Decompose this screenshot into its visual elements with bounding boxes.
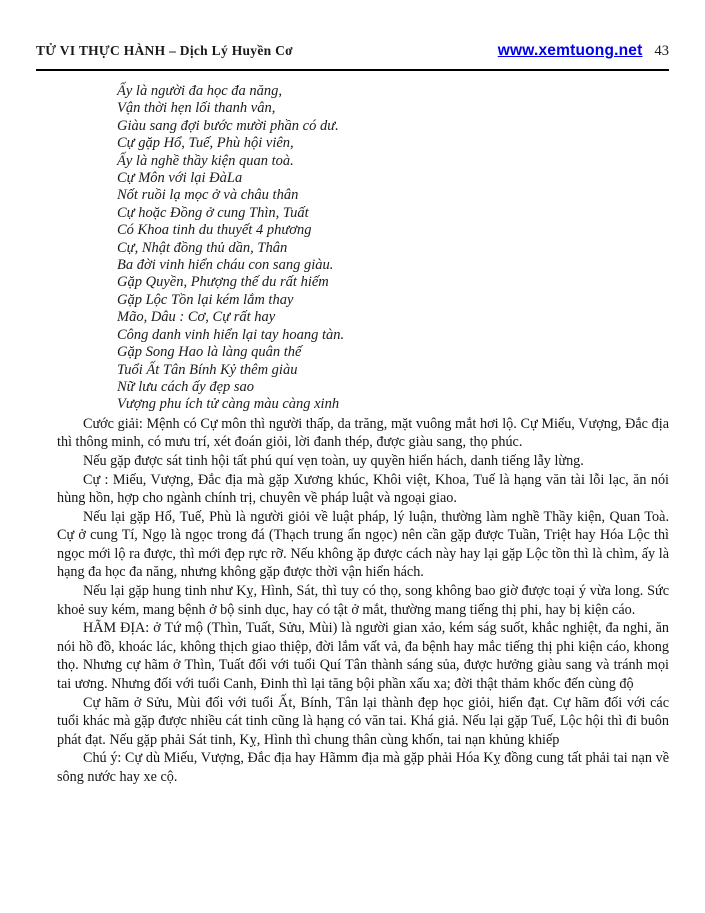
header-right-group [498,42,669,60]
poem-line: Giàu sang đợi bước mười phần có dư. [117,117,339,134]
poem-line: Nữ lưu cách ấy đẹp sao [117,378,255,395]
poem-line: Cự Môn với lại ĐàLa [117,170,243,187]
poem-line: Công danh vinh hiển lại tay hoang tàn. [117,326,345,343]
paragraph: Chú ý: Cự dù Miếu, Vượng, Đắc địa hay Hãmm địa mà gặp phải Hóa Kỵ đồng cung tất phải tai nạn về sông nước hay xe cộ. [57,750,669,785]
poem-line: Ấy là nghề thầy kiện quan toà. [117,152,294,169]
paragraph: Cự : Miếu, Vượng, Đắc địa mà gặp Xương khúc, Khôi việt, Khoa, Tuế là hạng văn tài lỗi lạc, ăn nói hùng hồn, hợp cho ngành chính trị, chuyên về pháp luật và ngoại giao. [57,471,669,507]
poem-line: Cự gặp Hổ, Tuế, Phù hội viên, [117,135,294,152]
header-title: TỬ VI THỰC HÀNH – Dịch Lý Huyền Cơ [36,43,293,58]
paragraph: HÃM ĐỊA: ở Tứ mộ (Thìn, Tuất, Sửu, Mùi) là người gian xảo, kém ság suốt, khắc nghiệt, đa nghi, ăn nói hồ đồ, khoác lác, không thịch giao thiệp, đời lắm vất vả, đa bệnh hay mắc tiếng thị phi kiện cáo, khong thọ. Nhưng cự hãm ở Thìn, Tuất đối với tuổi Quí Tân thành sáng sủa, được hưởng giàu sang và tránh mọi tai ương. Nhưng đối với tuổi Canh, Đinh thì lại tăng bội phần xấu xa; đời thật thảm khốc đến cùng độ [57,620,669,693]
poem-line: Gặp Song Hao là làng quân thế [117,344,302,361]
poem-line: Ấy là người đa học đa năng, [117,83,283,99]
body-text [57,415,669,787]
poem-line: Gặp Lộc Tồn lại kém lắm thay [117,291,294,308]
paragraph: Nếu lại gặp Hổ, Tuế, Phù là người giỏi về luật pháp, lý luận, thường làm nghề Thầy kiện, Quan Toà. Cự ở cung Tí, Ngọ là ngọc trong đá (Thạch trung ẩn ngọc) nên cần gặp được Tuần, Triệt hay Hóa Lộc thì ngọc mới lộ ra được, thì mới đẹp rực rỡ. Nếu không ặp được cách này hay lại gặp Lộc tồn thì là chìm, ấy là hạng đa học đa năng, nhưng không gặp được thời vận hiển hách. [57,508,669,581]
paragraph: Cự hãm ở Sửu, Mùi đối với tuổi Ất, Bính, Tân lại thành đẹp học giỏi, hiển đạt. Cự hãm đối với các tuổi khác mà gặp được nhiều cát tinh cũng là hạng có văn tai. Khá giả. Nếu lại gặp Tuế, Lộc hội thì đi buôn phát đạt. Nếu gặp phải Sát tinh, Kỵ, Hình thì chung thân cùng khốn, tai nạn khủng khiếp [57,694,669,748]
poem-block [117,83,669,414]
paragraph: Nếu gặp được sát tinh hội tất phú quí vẹn toàn, uy quyền hiển hách, danh tiếng lẫy lừng. [83,452,584,469]
poem-line: Tuổi Ất Tân Bính Kỷ thêm giàu [117,361,298,378]
website-link[interactable]: www.xemtuong.net [497,42,643,59]
header-rule [36,69,669,71]
poem-line: Vận thời hẹn lối thanh vân, [117,100,276,117]
poem-line: Ba đời vinh hiển cháu con sang giàu. [117,257,334,274]
poem-line: Nốt ruồi lạ mọc ở và châu thân [117,187,299,204]
poem-line: Gặp Quyền, Phượng thế du rất hiếm [117,274,329,291]
poem-line: Vượng phu ích tử càng màu càng xinh [117,396,340,413]
poem-line: Mão, Dâu : Cơ, Cự rất hay [117,309,276,326]
poem-line: Cự, Nhật đồng thủ dần, Thân [117,239,288,256]
paragraph: Nếu lại gặp hung tinh như Kỵ, Hình, Sát, thì tuy có thọ, song không bao giờ được toại ý vừa long. Sức khoẻ suy kém, mang bệnh ở bộ sinh dục, hay có tật ở mắt, thường mang tiếng thị phi, hay bị kiện cáo. [57,583,669,618]
poem-line: Có Khoa tinh du thuyết 4 phương [117,222,312,239]
page-number: 43 [654,43,669,59]
page-header [36,42,669,60]
poem-line: Cự hoặc Đồng ở cung Thìn, Tuất [117,204,309,221]
paragraph: Cước giải: Mệnh có Cự môn thì người thấp, da trăng, mặt vuông mắt hơi lộ. Cự Miếu, Vượng, Đắc địa thì thông minh, có mưu trí, xét đoán giỏi, lời đanh thép, được giàu sang, thọ phúc. [57,415,669,451]
